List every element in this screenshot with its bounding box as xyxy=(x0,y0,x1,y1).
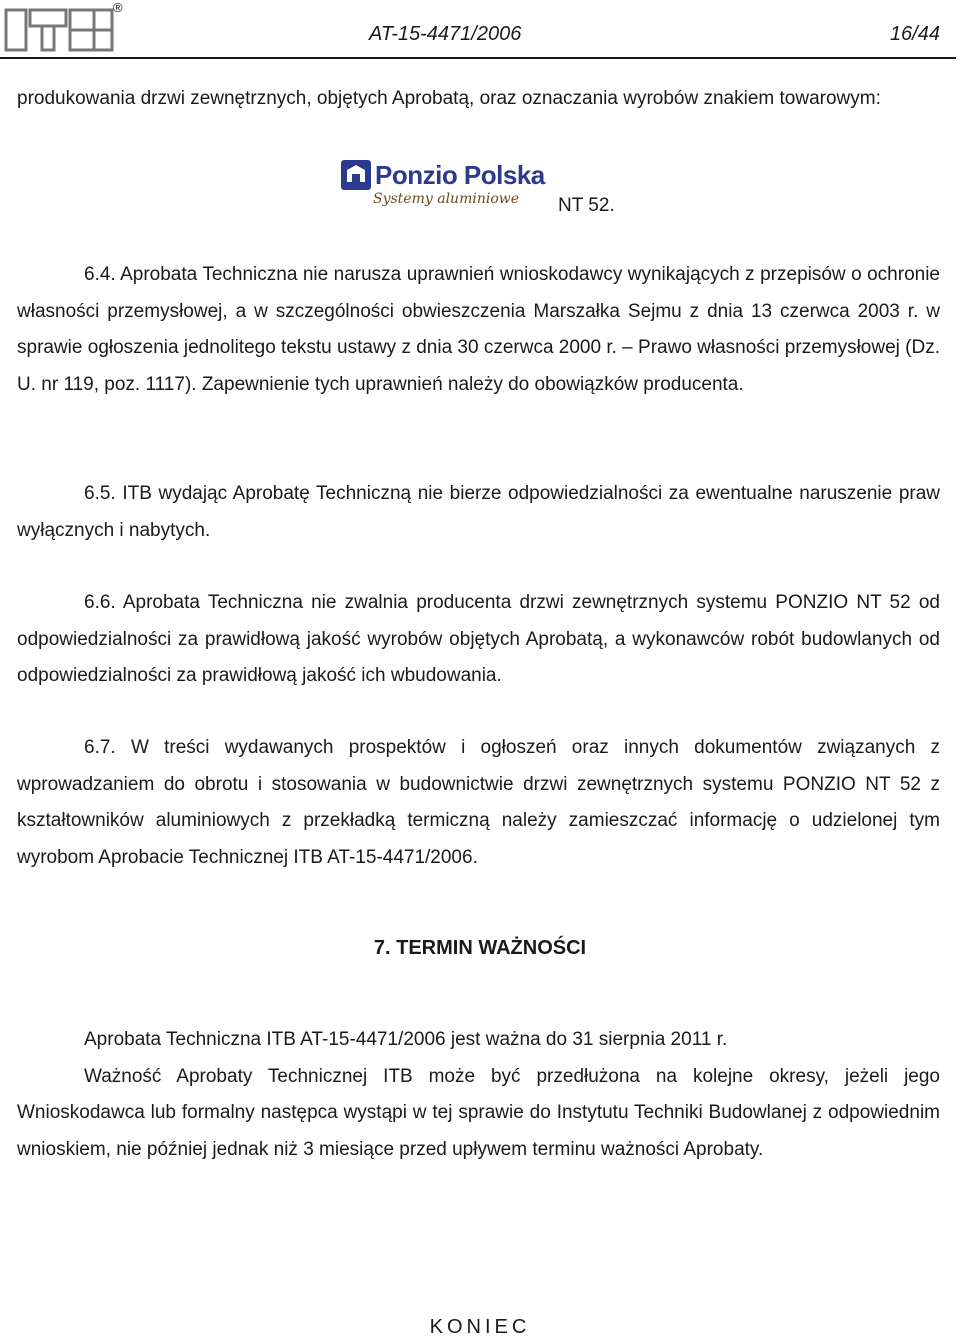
end-marker: KONIEC xyxy=(429,1316,531,1338)
section-7-heading: 7. TERMIN WAŻNOŚCI xyxy=(373,937,587,959)
section-number: 6.5. xyxy=(84,483,116,504)
itb-logo-icon xyxy=(4,2,116,52)
page-header xyxy=(0,0,960,60)
header-divider xyxy=(0,57,956,59)
registered-mark: ® xyxy=(113,0,123,15)
section-number: 6.7. xyxy=(84,737,116,758)
section-text: Aprobata Techniczna nie narusza uprawnień wnioskodawcy wynikających z przepisów o ochronie własności przemysłowej, a w szczególności obwieszczenia Marszałka Sejmu z dnia 13 czerwca 2003 r. w sprawie ogłoszenia jednolitego tekstu ustawy z dnia 30 czerwca 2000 r. – Prawo własności przemysłowej (Dz. U. nr 119, poz. 1117). Zapewnienie tych uprawnień należy do obowiązków producenta. xyxy=(17,264,940,395)
intro-paragraph: produkowania drzwi zewnętrznych, objętych Aprobatą, oraz oznaczania wyrobów znakiem towarowym: xyxy=(17,88,881,109)
brand-name: Ponzio Polska xyxy=(375,160,545,190)
ponzio-emblem-icon xyxy=(341,160,371,190)
section-6-7 xyxy=(17,730,940,876)
section-6-4 xyxy=(17,257,940,403)
section-number: 6.4. xyxy=(84,264,116,285)
validity-extension-paragraph: Ważność Aprobaty Technicznej ITB może być przedłużona na kolejne okresy, jeżeli jego Wnioskodawca lub formalny następca wystąpi w tej sprawie do Instytutu Techniki Budowlanej z odpowiednim wnioskiem, nie później jednak niż 3 miesiące przed upływem terminu ważności Aprobaty. xyxy=(17,1065,940,1160)
section-6-6 xyxy=(17,585,940,695)
validity-body xyxy=(17,1022,940,1168)
ponzio-polska-logo xyxy=(341,158,551,210)
section-number: 6.6. xyxy=(84,592,116,613)
document-number: AT-15-4471/2006 xyxy=(369,23,522,45)
product-system-label: NT 52. xyxy=(558,195,615,216)
page-number: 16/44 xyxy=(889,23,940,45)
brand-tagline: Systemy aluminiowe xyxy=(373,191,520,207)
section-text: ITB wydając Aprobatę Techniczną nie bierze odpowiedzialności za ewentualne naruszenie praw wyłącznych i nabytych. xyxy=(17,483,941,541)
section-text: W treści wydawanych prospektów i ogłoszeń oraz innych dokumentów związanych z wprowadzaniem do obrotu i stosowania w budownictwie drzwi zewnętrznych systemu PONZIO NT 52 z kształtowników aluminiowych z przekładką termiczną należy zamieszczać informację o udzielonej tym wyrobom Aprobacie Technicznej ITB AT-15-4471/2006. xyxy=(17,737,941,868)
section-text: Aprobata Techniczna nie zwalnia producenta drzwi zewnętrznych systemu PONZIO NT 52 od odpowiedzialności za prawidłową jakość wyrobów objętych Aprobatą, a wykonawców robót budowlanych od odpowiedzialności za prawidłową jakość ich wbudowania. xyxy=(17,592,940,686)
section-6-5 xyxy=(17,476,940,549)
validity-date-line: Aprobata Techniczna ITB AT-15-4471/2006 jest ważna do 31 sierpnia 2011 r. xyxy=(84,1029,728,1050)
